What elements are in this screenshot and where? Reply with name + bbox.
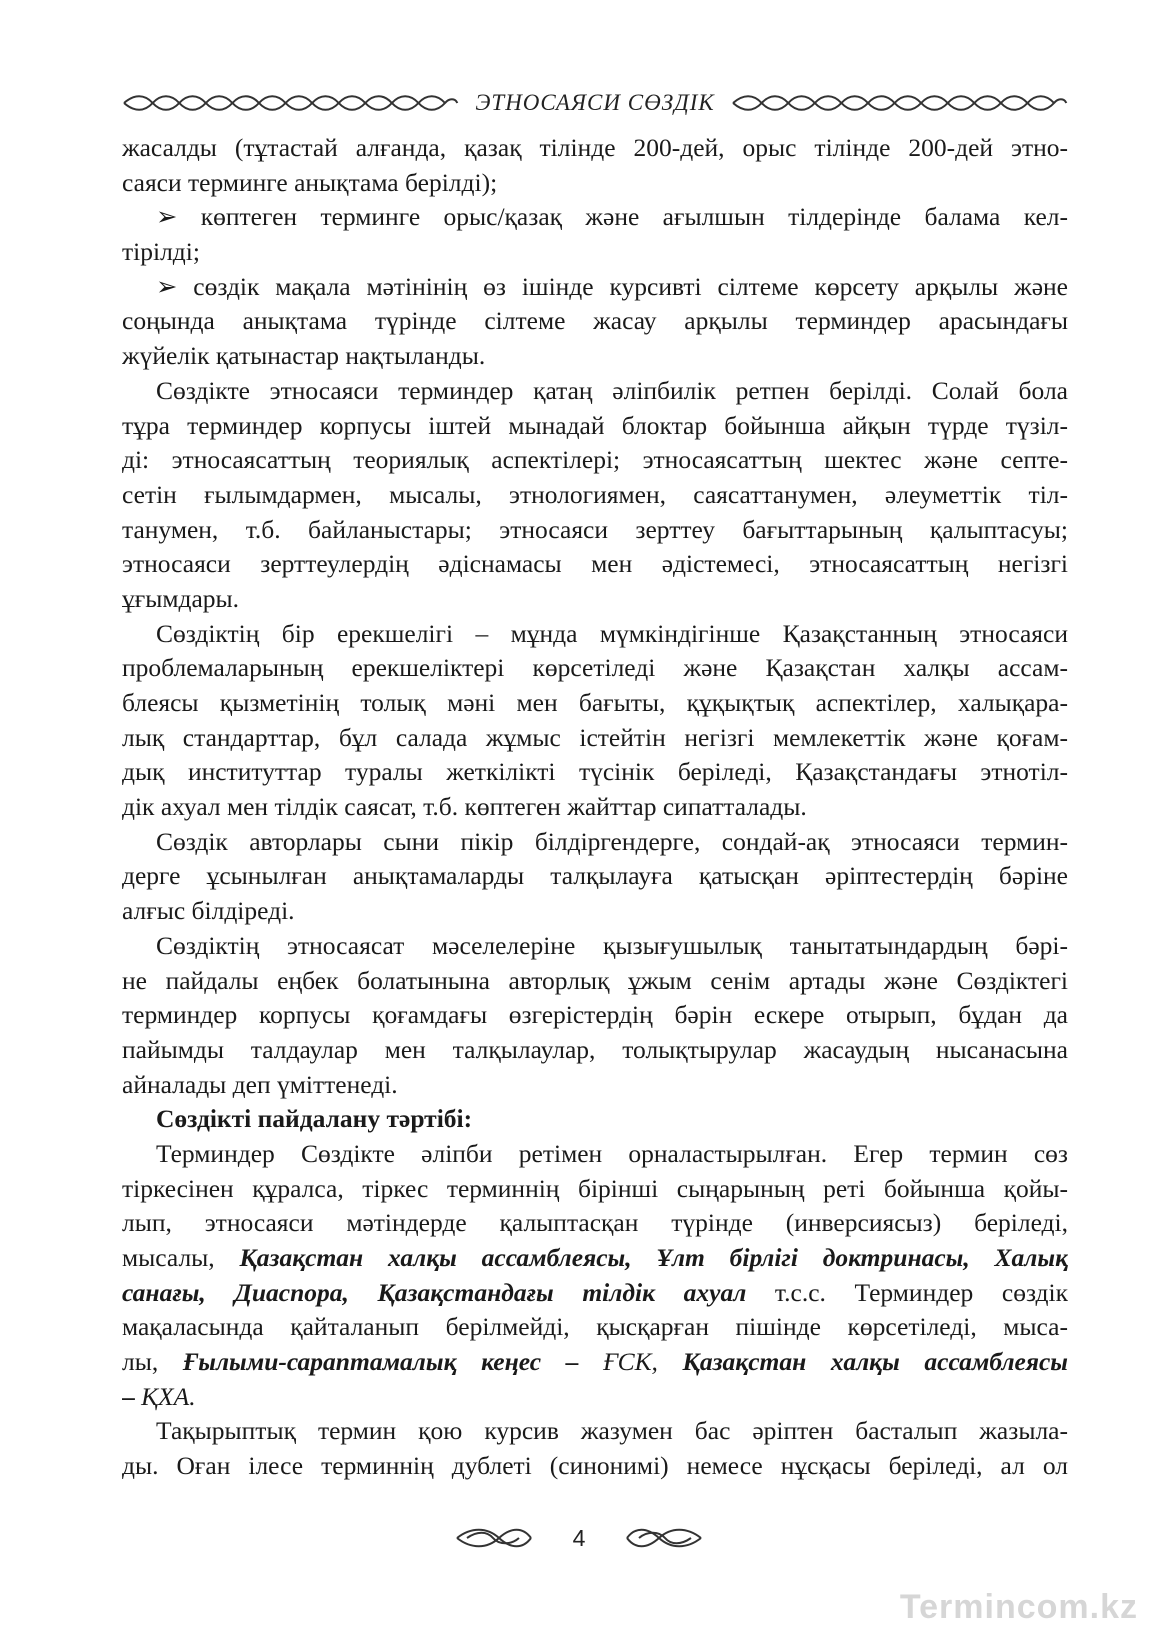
term-emphasis: Қазақстан халқы ассамблеясы, Ұлт бірлігі доктринасы, Халық [239, 1243, 1068, 1272]
ornament-right-icon [731, 92, 1068, 114]
text-line: проблемаларының ерекшеліктері көрсетіледі және Қазақстан халқы ассам- [122, 653, 1068, 683]
text-line: не пайдалы еңбек болатынына авторлық ұжым сенім артады және Сөздіктегі [122, 965, 1068, 995]
flourish-right-icon [625, 1525, 705, 1551]
bullet-line: ➢ сөздік мақала мәтінінің өз ішінде курсивті сілтеме көрсету арқылы және [156, 271, 1068, 301]
text-line: сетін ғылымдармен, мысалы, этнологиямен, саясаттанумен, әлеуметтік тіл- [122, 479, 1068, 509]
text-line: Сөздікте этносаяси терминдер қатаң әліпбилік ретпен берілді. Солай бола [156, 375, 1068, 405]
text-line: дік ахуал мен тілдік саясат, т.б. көптеген жайттар сипатталады. [122, 792, 807, 822]
abbreviation: ҒСК, [578, 1347, 683, 1377]
text-line: ұғымдары. [122, 583, 240, 613]
header-title: ЭТНОСАЯСИ СӨЗДІК [475, 90, 715, 115]
text-line: лып, этносаяси мәтіндерде қалыптасқан түрінде (инверсиясыз) беріледі, [122, 1208, 1068, 1238]
text-run: т.с.с. Терминдер сөздік [746, 1277, 1068, 1307]
running-header [122, 88, 1068, 118]
text-line: дық институттар туралы жеткілікті түсінік беріледі, Қазақстандағы этнотіл- [122, 757, 1068, 787]
text-line: дерге ұсынылған анықтамаларды талқылауға қатысқан әріптестердің бәріне [122, 861, 1068, 891]
page-number: 4 [572, 1524, 586, 1551]
text-run: мысалы, [122, 1243, 240, 1272]
text-line: ді: этносаясаттың теориялық аспектілері; этносаясаттың шектес және септе- [122, 445, 1068, 475]
text-line: Сөздіктің этносаясат мәселелеріне қызығушылық танытатындардың бәрі- [156, 930, 1068, 960]
text-line: жүйелік қатынастар нақтыланды. [122, 341, 486, 371]
text-line: Сөздік авторлары сыни пікір білдіргендерге, сондай-ақ этносаяси термин- [156, 826, 1068, 856]
text-line: ды. Оған ілесе терминнің дублеті (синонимі) немесе нұсқасы беріледі, ал ол [122, 1451, 1068, 1481]
text-run: лы, [122, 1347, 183, 1377]
text-line: терминдер корпусы қоғамдағы өзгерістердің бәрін ескере отырып, бұдан да [122, 1000, 1068, 1030]
text-line: пайымды талдаулар мен талқылаулар, толықтырулар жасаудың нысанасына [122, 1034, 1068, 1064]
text-line [122, 1345, 1068, 1380]
site-watermark: Termincom.kz [899, 1588, 1138, 1626]
text-line: Сөздіктің бір ерекшелігі – мұнда мүмкіндігінше Қазақстанның этносаяси [156, 618, 1068, 648]
dash: – [122, 1381, 142, 1411]
ornament-left-icon [122, 92, 459, 114]
text-line: мақаласында қайталанып берілмейді, қысқарған пішінде көрсетіледі, мыса- [122, 1312, 1068, 1342]
text-line: этносаяси зерттеулердің әдіснамасы мен әдістемесі, этносаясаттың негізгі [122, 549, 1068, 579]
text-line: блеясы қызметінің толық мәні мен бағыты, құқықтық аспектілер, халықара- [122, 688, 1068, 717]
flourish-left-icon [453, 1525, 533, 1551]
text-line: тұра терминдер корпусы іштей мынадай блоктар бойынша айқын түрде түзіл- [122, 410, 1068, 440]
text-line: соңында анықтама түрінде сілтеме жасау арқылы терминдер арасындағы [122, 306, 1068, 336]
text-line: тіркесінен құралса, тіркес терминнің бірінші сыңарының реті бойынша қойы- [122, 1173, 1068, 1203]
text-line: лық стандарттар, бұл салада жұмыс істейтін негізгі мемлекеттік және қоғам- [122, 722, 1068, 752]
term-emphasis: санағы, Диаспора, Қазақстандағы тілдік ахуал [122, 1277, 747, 1307]
text-line: Тақырыптық термин қою курсив жазумен бас әріптен басталып жазыла- [156, 1416, 1068, 1446]
bullet-line: ➢ көптеген терминге орыс/қазақ және ағылшын тілдерінде балама кел- [156, 202, 1068, 232]
abbreviation: ҚХА. [141, 1381, 196, 1411]
section-heading: Сөздікті пайдалану тәртібі: [156, 1104, 473, 1134]
term-emphasis: Қазақстан халқы ассамблеясы [682, 1347, 1068, 1377]
text-line: саяси терминге анықтама берілді); [122, 167, 498, 197]
text-line [122, 1276, 1068, 1311]
page-body [122, 131, 1068, 1484]
term-emphasis: Ғылыми-сараптамалық кеңес – [182, 1347, 579, 1377]
text-line: танумен, т.б. байланыстары; этносаяси зерттеу бағыттарының қалыптасуы; [122, 514, 1068, 544]
text-line: алғыс білдіреді. [122, 896, 295, 926]
page-footer [0, 1518, 1158, 1558]
text-line: тірілді; [122, 237, 200, 267]
text-line: Терминдер Сөздікте әліпби ретімен орналастырылған. Егер термин сөз [156, 1138, 1068, 1168]
text-line: айналады деп үміттенеді. [122, 1069, 398, 1099]
text-line [122, 1241, 1068, 1276]
text-line [122, 1380, 1068, 1415]
text-line: жасалды (тұтастай алғанда, қазақ тілінде 200-дей, орыс тілінде 200-дей этно- [122, 133, 1068, 162]
